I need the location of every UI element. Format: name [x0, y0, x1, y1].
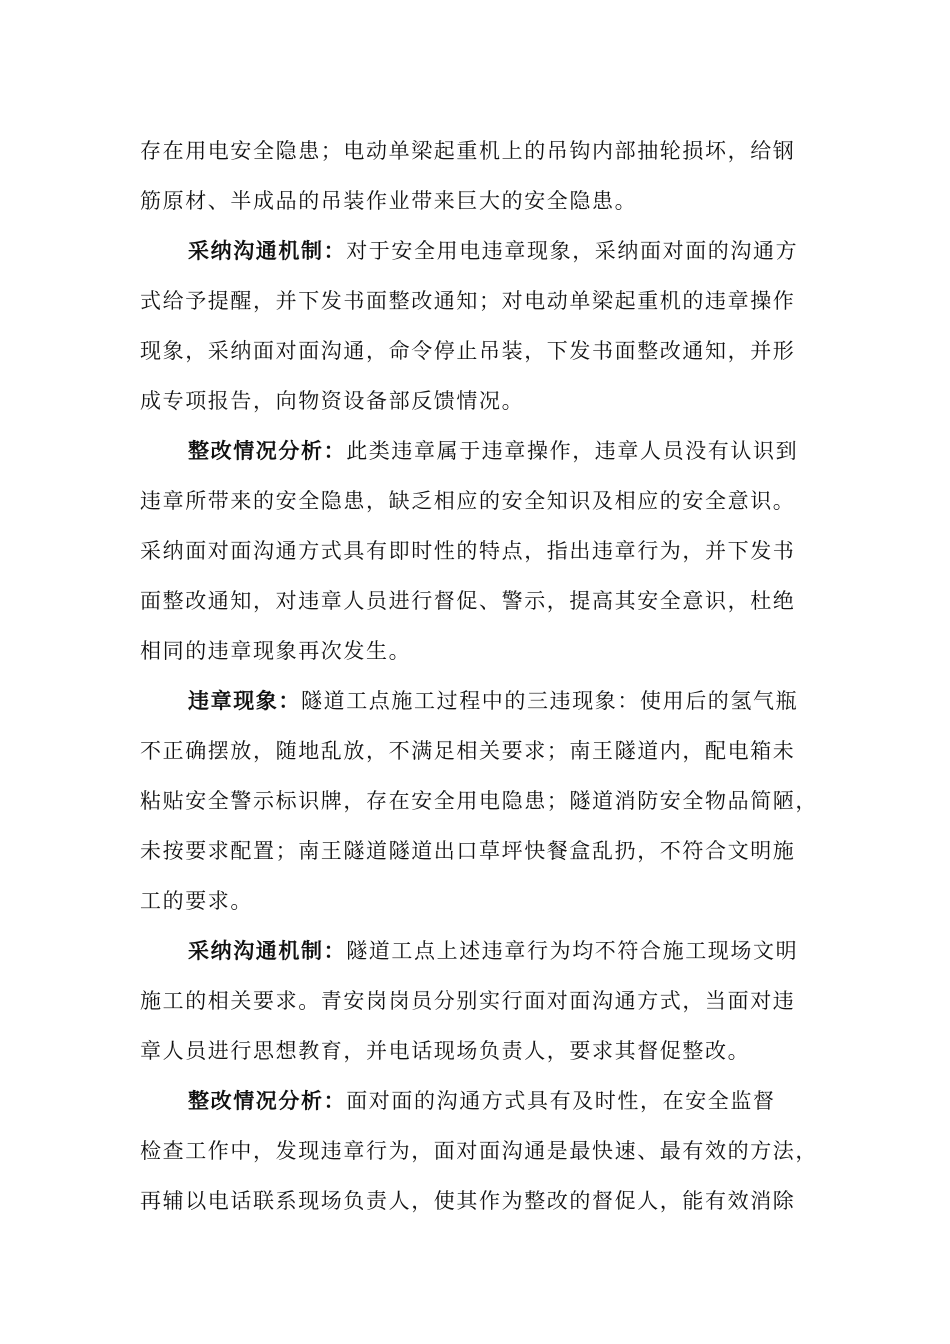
line-text: 隧道工点上述违章行为均不符合施工现场文明: [346, 939, 799, 963]
text-line: [140, 126, 825, 176]
line-text: 存在用电安全隐患；电动单梁起重机上的吊钩内部抽轮损坏，给钢: [140, 139, 796, 163]
line-text: 面对面的沟通方式具有及时性，在安全监督: [346, 1089, 776, 1113]
section-label: 整改情况分析：: [188, 1088, 347, 1113]
text-line: [140, 326, 825, 376]
text-line: [140, 476, 825, 526]
section-label: 违章现象：: [188, 688, 301, 713]
paragraph-heading-line: [140, 426, 825, 476]
line-text: 对于安全用电违章现象，采纳面对面的沟通方: [346, 239, 799, 263]
line-text: 施工的相关要求。青安岗岗员分别实行面对面沟通方式，当面对违: [140, 989, 796, 1013]
line-text: 面整改通知，对违章人员进行督促、警示，提高其安全意识，杜绝: [140, 589, 796, 613]
line-text: 未按要求配置；南王隧道隧道出口草坪快餐盒乱扔，不符合文明施: [140, 839, 796, 863]
text-line: [140, 976, 825, 1026]
text-line: [140, 1026, 825, 1076]
text-line: [140, 576, 825, 626]
paragraph-heading-line: [140, 1076, 825, 1126]
text-line: [140, 1176, 825, 1226]
text-line: [140, 626, 825, 676]
text-line: [140, 776, 825, 826]
line-text: 粘贴安全警示标识牌，存在安全用电隐患；隧道消防安全物品简陋，: [140, 789, 818, 813]
line-text: 章人员进行思想教育，并电话现场负责人，要求其督促整改。: [140, 1039, 751, 1063]
paragraph-heading-line: [140, 926, 825, 976]
text-line: [140, 1126, 825, 1176]
line-text: 再辅以电话联系现场负责人，使其作为整改的督促人，能有效消除: [140, 1189, 796, 1213]
line-text: 检查工作中，发现违章行为，面对面沟通是最快速、最有效的方法，: [140, 1139, 818, 1163]
paragraph-heading-line: [140, 676, 825, 726]
line-text: 筋原材、半成品的吊装作业带来巨大的安全隐患。: [140, 189, 638, 213]
text-line: [140, 726, 825, 776]
text-line: [140, 276, 825, 326]
line-text: 采纳面对面沟通方式具有即时性的特点，指出违章行为，并下发书: [140, 539, 796, 563]
section-label: 采纳沟通机制：: [188, 238, 347, 263]
line-text: 式给予提醒，并下发书面整改通知；对电动单梁起重机的违章操作: [140, 289, 796, 313]
line-text: 违章所带来的安全隐患，缺乏相应的安全知识及相应的安全意识。: [140, 489, 796, 513]
text-line: [140, 526, 825, 576]
body-text: [140, 126, 825, 1226]
line-text: 隧道工点施工过程中的三违现象：使用后的氢气瓶: [301, 689, 799, 713]
text-line: [140, 826, 825, 876]
line-text: 此类违章属于违章操作，违章人员没有认识到: [346, 439, 799, 463]
line-text: 相同的违章现象再次发生。: [140, 639, 412, 663]
paragraph-heading-line: [140, 226, 825, 276]
text-line: [140, 176, 825, 226]
text-line: [140, 376, 825, 426]
section-label: 整改情况分析：: [188, 438, 347, 463]
text-line: [140, 876, 825, 926]
section-label: 采纳沟通机制：: [188, 938, 347, 963]
line-text: 工的要求。: [140, 889, 253, 913]
line-text: 不正确摆放，随地乱放，不满足相关要求；南王隧道内，配电箱未: [140, 739, 796, 763]
line-text: 现象，采纳面对面沟通，命令停止吊装，下发书面整改通知，并形: [140, 339, 796, 363]
line-text: 成专项报告，向物资设备部反馈情况。: [140, 389, 525, 413]
